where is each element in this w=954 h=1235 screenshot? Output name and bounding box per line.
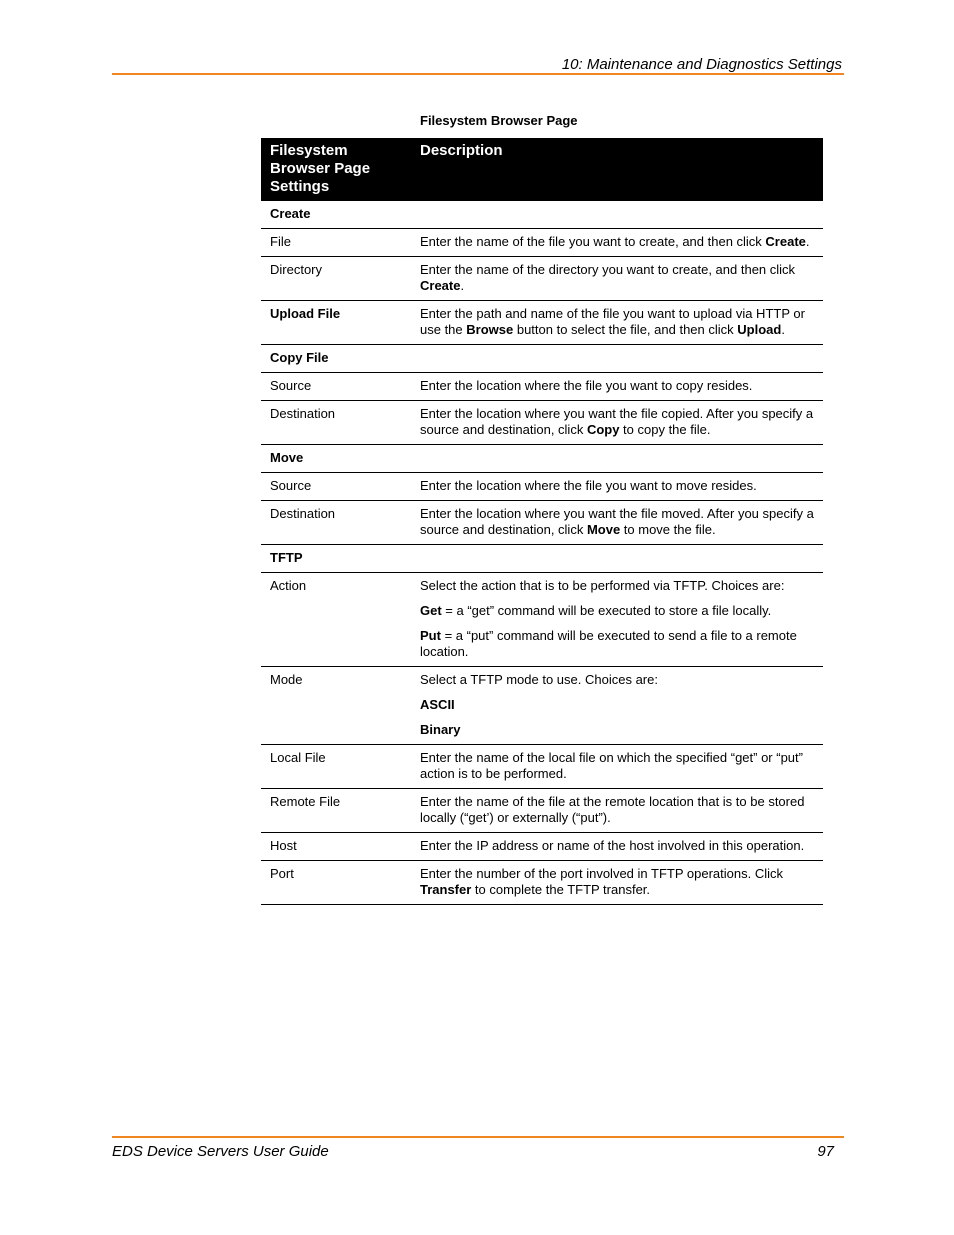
setting-description	[411, 473, 823, 501]
setting-description	[411, 373, 823, 401]
section-title: TFTP	[261, 545, 823, 573]
description-paragraph	[420, 697, 814, 713]
setting-description	[411, 745, 823, 789]
setting-name: Mode	[261, 667, 411, 745]
text-run: to copy the file.	[619, 422, 711, 437]
section-row	[261, 201, 823, 229]
table-row	[261, 257, 823, 301]
text-run: Enter the number of the port involved in TFTP operations. Click	[420, 866, 783, 881]
emphasis-text: Put	[420, 628, 441, 643]
emphasis-text: ASCII	[420, 697, 455, 712]
table-row	[261, 401, 823, 445]
description-paragraph	[420, 262, 814, 294]
table-row	[261, 373, 823, 401]
text-run: Enter the location where you want the file moved. After you specify a source and destination, click	[420, 506, 814, 537]
setting-name: Remote File	[261, 789, 411, 833]
setting-name: Host	[261, 833, 411, 861]
text-run: Enter the name of the local file on which the specified “get” or “put” action is to be performed.	[420, 750, 803, 781]
setting-name: Destination	[261, 501, 411, 545]
table-row	[261, 861, 823, 905]
description-paragraph	[420, 506, 814, 538]
emphasis-text: Get	[420, 603, 442, 618]
emphasis-text: Transfer	[420, 882, 472, 897]
table-row	[261, 745, 823, 789]
setting-description	[411, 667, 823, 745]
description-paragraph	[420, 722, 814, 738]
setting-description	[411, 501, 823, 545]
description-paragraph	[420, 838, 814, 854]
description-paragraph	[420, 672, 814, 688]
setting-name: Source	[261, 473, 411, 501]
emphasis-text: Browse	[466, 322, 514, 337]
table-row	[261, 301, 823, 345]
table-header-row	[261, 138, 823, 201]
text-run: .	[805, 234, 810, 249]
header-rule	[112, 73, 844, 75]
section-title: Copy File	[261, 345, 823, 373]
text-run: Enter the location where the file you want to move resides.	[420, 478, 757, 493]
emphasis-text: Upload	[737, 322, 782, 337]
emphasis-text: Binary	[420, 722, 461, 737]
table-row	[261, 473, 823, 501]
table-caption: Filesystem Browser Page	[420, 113, 578, 128]
description-paragraph	[420, 628, 814, 660]
section-row	[261, 345, 823, 373]
text-run: = a “get” command will be executed to store a file locally.	[441, 603, 772, 618]
text-run: button to select the file, and then click	[513, 322, 738, 337]
setting-description	[411, 257, 823, 301]
column-header-description: Description	[411, 138, 823, 201]
description-paragraph	[420, 866, 814, 898]
text-run: Enter the name of the file at the remote location that is to be stored locally (“get’) or externally (“put”).	[420, 794, 805, 825]
table-row	[261, 573, 823, 667]
text-run: = a “put” command will be executed to send a file to a remote location.	[420, 628, 797, 659]
setting-description	[411, 573, 823, 667]
text-run: Enter the name of the directory you want to create, and then click	[420, 262, 796, 277]
description-paragraph	[420, 578, 814, 594]
text-run: Enter the IP address or name of the host involved in this operation.	[420, 838, 805, 853]
description-paragraph	[420, 306, 814, 338]
text-run: .	[460, 278, 465, 293]
running-header: 10: Maintenance and Diagnostics Settings	[561, 56, 842, 73]
emphasis-text: Create	[765, 234, 806, 249]
table-row	[261, 501, 823, 545]
section-title: Move	[261, 445, 823, 473]
emphasis-text: Move	[586, 522, 621, 537]
setting-name: Directory	[261, 257, 411, 301]
section-title: Create	[261, 201, 823, 229]
setting-name: Local File	[261, 745, 411, 789]
text-run: Enter the location where the file you want to copy resides.	[420, 378, 753, 393]
table-row	[261, 229, 823, 257]
text-run: Enter the location where you want the file copied. After you specify a source and destination, click	[420, 406, 814, 437]
setting-name: Action	[261, 573, 411, 667]
settings-table	[261, 138, 823, 905]
description-paragraph	[420, 603, 814, 619]
description-paragraph	[420, 406, 814, 438]
text-run: .	[781, 322, 785, 337]
text-run: Select a TFTP mode to use. Choices are:	[420, 672, 658, 687]
setting-description	[411, 301, 823, 345]
section-row	[261, 545, 823, 573]
setting-description	[411, 861, 823, 905]
table-body	[261, 201, 823, 905]
column-header-settings: Filesystem Browser Page Settings	[261, 138, 411, 201]
setting-name: Upload File	[261, 301, 411, 345]
setting-name: Destination	[261, 401, 411, 445]
text-run: Select the action that is to be performed via TFTP. Choices are:	[420, 578, 785, 593]
setting-description	[411, 401, 823, 445]
setting-name: Source	[261, 373, 411, 401]
table-row	[261, 789, 823, 833]
text-run: Enter the path and name of the file you want to upload via HTTP or use the	[420, 306, 805, 337]
setting-name: Port	[261, 861, 411, 905]
text-run: to move the file.	[620, 522, 716, 537]
section-row	[261, 445, 823, 473]
setting-description	[411, 789, 823, 833]
description-paragraph	[420, 234, 814, 250]
emphasis-text: Copy	[586, 422, 620, 437]
text-run: to complete the TFTP transfer.	[471, 882, 651, 897]
setting-description	[411, 229, 823, 257]
emphasis-text: Create	[420, 278, 461, 293]
footer-rule	[112, 1136, 844, 1138]
description-paragraph	[420, 478, 814, 494]
description-paragraph	[420, 378, 814, 394]
page-number: 97	[817, 1143, 834, 1160]
description-paragraph	[420, 750, 814, 782]
table-row	[261, 667, 823, 745]
table-row	[261, 833, 823, 861]
footer-title: EDS Device Servers User Guide	[112, 1143, 329, 1160]
text-run: Enter the name of the file you want to create, and then click	[420, 234, 766, 249]
setting-description	[411, 833, 823, 861]
setting-name: File	[261, 229, 411, 257]
description-paragraph	[420, 794, 814, 826]
